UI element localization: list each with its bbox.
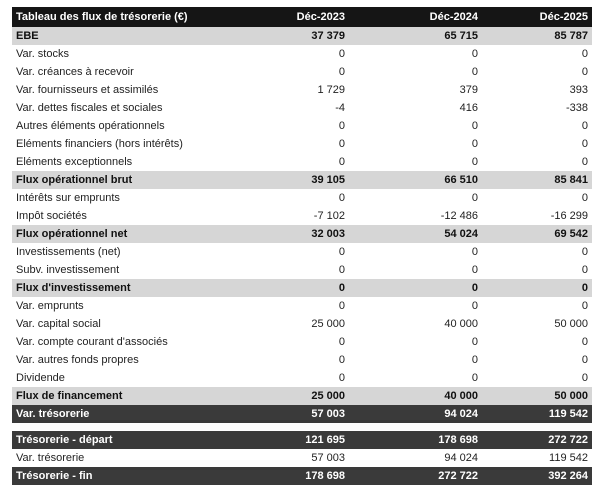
row-label: Flux opérationnel net [12,225,252,243]
table-row [12,243,592,261]
row-value: -12 486 [349,207,482,225]
table-row [12,81,592,99]
row-label: Var. dettes fiscales et sociales [12,99,252,117]
row-label: Flux d'investissement [12,279,252,297]
table-row [12,45,592,63]
spacer-cell [12,423,592,431]
row-label: Trésorerie - départ [12,431,252,449]
row-value: 0 [349,135,482,153]
row-value: 40 000 [349,387,482,405]
row-value: 57 003 [252,405,349,423]
row-value: 0 [349,279,482,297]
row-label: Var. emprunts [12,297,252,315]
row-value: 0 [252,135,349,153]
table-total-row [12,279,592,297]
row-value: 178 698 [349,431,482,449]
row-value: 0 [349,333,482,351]
row-value: 0 [482,351,592,369]
row-value: -338 [482,99,592,117]
row-value: 0 [252,45,349,63]
row-label: Eléments financiers (hors intérêts) [12,135,252,153]
table-total-row [12,431,592,449]
row-value: 0 [482,117,592,135]
row-value: 85 787 [482,27,592,45]
row-value: -7 102 [252,207,349,225]
row-value: 0 [252,153,349,171]
row-label: Var. capital social [12,315,252,333]
row-value: 50 000 [482,315,592,333]
row-value: 0 [349,153,482,171]
row-value: 0 [349,243,482,261]
row-value: 0 [252,333,349,351]
cash-flow-table-container [12,7,592,485]
row-value: 25 000 [252,387,349,405]
row-label: Var. créances à recevoir [12,63,252,81]
row-value: 0 [252,261,349,279]
row-value: 178 698 [252,467,349,485]
row-value: 40 000 [349,315,482,333]
table-header-row [12,7,592,27]
row-value: 94 024 [349,405,482,423]
row-value: 0 [482,189,592,207]
table-row [12,189,592,207]
table-total-row [12,387,592,405]
row-value: 0 [349,351,482,369]
row-label: Impôt sociétés [12,207,252,225]
row-value: 0 [252,63,349,81]
row-value: 0 [349,261,482,279]
table-row [12,351,592,369]
row-value: 50 000 [482,387,592,405]
row-label: Var. autres fonds propres [12,351,252,369]
row-value: 0 [252,117,349,135]
row-value: 0 [482,243,592,261]
table-row [12,333,592,351]
row-label: Dividende [12,369,252,387]
row-value: 0 [252,297,349,315]
table-total-row [12,467,592,485]
table-row [12,135,592,153]
row-value: -4 [252,99,349,117]
table-spacer-row [12,423,592,431]
table-title: Tableau des flux de trésorerie (€) [12,7,252,27]
row-value: 57 003 [252,449,349,467]
cash-flow-table [12,7,592,485]
table-row [12,315,592,333]
row-label: Flux opérationnel brut [12,171,252,189]
row-value: 416 [349,99,482,117]
table-total-row [12,225,592,243]
row-value: 0 [252,189,349,207]
row-value: 69 542 [482,225,592,243]
row-value: 0 [349,189,482,207]
row-value: 0 [482,369,592,387]
row-label: Investissements (net) [12,243,252,261]
row-label: Trésorerie - fin [12,467,252,485]
row-value: 0 [252,369,349,387]
row-value: 0 [482,153,592,171]
table-row [12,99,592,117]
row-value: 0 [482,63,592,81]
table-row [12,449,592,467]
table-row [12,117,592,135]
row-value: 1 729 [252,81,349,99]
column-header-2024: Déc-2024 [349,7,482,27]
table-row [12,261,592,279]
row-value: 85 841 [482,171,592,189]
row-value: 0 [482,333,592,351]
row-value: 0 [482,45,592,63]
row-value: 39 105 [252,171,349,189]
table-row [12,369,592,387]
row-value: -16 299 [482,207,592,225]
row-label: Eléments exceptionnels [12,153,252,171]
row-label: Subv. investissement [12,261,252,279]
row-value: 66 510 [349,171,482,189]
row-value: 0 [349,297,482,315]
row-value: 25 000 [252,315,349,333]
table-total-row [12,171,592,189]
row-value: 0 [349,369,482,387]
row-value: 0 [482,135,592,153]
row-value: 272 722 [482,431,592,449]
row-label: Var. trésorerie [12,449,252,467]
table-row [12,63,592,81]
row-label: Var. fournisseurs et assimilés [12,81,252,99]
row-value: 37 379 [252,27,349,45]
table-row [12,153,592,171]
row-value: 0 [482,279,592,297]
row-value: 0 [252,243,349,261]
row-value: 0 [349,117,482,135]
row-label: Var. compte courant d'associés [12,333,252,351]
row-label: EBE [12,27,252,45]
row-value: 94 024 [349,449,482,467]
column-header-2025: Déc-2025 [482,7,592,27]
row-value: 119 542 [482,405,592,423]
row-value: 272 722 [349,467,482,485]
row-label: Intérêts sur emprunts [12,189,252,207]
table-body [12,27,592,485]
row-label: Var. trésorerie [12,405,252,423]
table-total-row [12,27,592,45]
table-row [12,207,592,225]
row-label: Var. stocks [12,45,252,63]
table-row [12,297,592,315]
table-total-row [12,405,592,423]
row-value: 121 695 [252,431,349,449]
row-value: 119 542 [482,449,592,467]
row-value: 0 [252,279,349,297]
row-value: 0 [482,261,592,279]
row-value: 379 [349,81,482,99]
row-value: 0 [482,297,592,315]
column-header-2023: Déc-2023 [252,7,349,27]
row-label: Flux de financement [12,387,252,405]
row-value: 32 003 [252,225,349,243]
row-value: 392 264 [482,467,592,485]
row-value: 54 024 [349,225,482,243]
row-value: 393 [482,81,592,99]
row-value: 0 [349,63,482,81]
row-value: 65 715 [349,27,482,45]
row-label: Autres éléments opérationnels [12,117,252,135]
row-value: 0 [252,351,349,369]
row-value: 0 [349,45,482,63]
